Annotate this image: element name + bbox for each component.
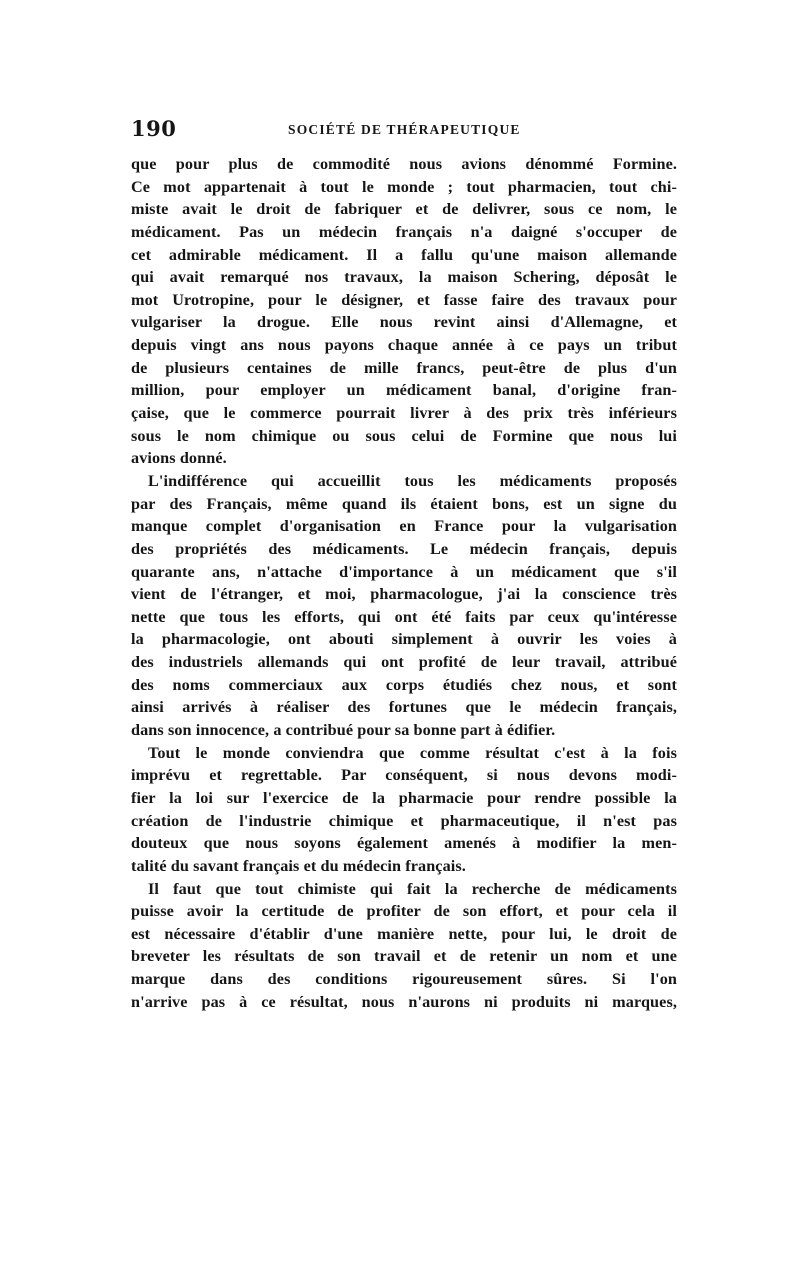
text-line: Tout le monde conviendra que comme résultat c'est à la fois [148, 743, 677, 762]
paragraph [131, 742, 677, 878]
text-line: cet admirable médicament. Il a fallu qu'une maison allemande [131, 245, 677, 264]
text-line: douteux que nous soyons également amenés à modifier la men- [131, 834, 677, 853]
text-line: sous le nom chimique ou sous celui de Formine que nous lui [131, 426, 677, 445]
text-line: talité du savant français et du médecin français. [131, 856, 466, 875]
text-line: breveter les résultats de son travail et de retenir un nom et une [131, 947, 677, 966]
text-line: mot Urotropine, pour le désigner, et fasse faire des travaux pour [131, 290, 677, 309]
text-line: depuis vingt ans nous payons chaque année à ce pays un tribut [131, 336, 677, 355]
text-line: manque complet d'organisation en France pour la vulgarisation [131, 517, 677, 536]
text-line: avions donné. [131, 449, 227, 468]
text-line: création de l'industrie chimique et pharmaceutique, il n'est pas [131, 811, 677, 830]
text-line: de plusieurs centaines de mille francs, peut-être de plus d'un [131, 358, 677, 377]
text-line: Ce mot appartenait à tout le monde ; tout pharmacien, tout chi- [131, 177, 677, 196]
page-header [128, 116, 678, 146]
paragraph [131, 878, 677, 1014]
text-line: des industriels allemands qui ont profité de leur travail, attribué [131, 653, 677, 672]
text-line: Il faut que tout chimiste qui fait la recherche de médicaments [148, 879, 677, 898]
text-line: çaise, que le commerce pourrait livrer à des prix très inférieurs [131, 404, 677, 423]
text-line: n'arrive pas à ce résultat, nous n'aurons ni produits ni marques, [131, 992, 677, 1011]
text-line: des noms commerciaux aux corps étudiés chez nous, et sont [131, 675, 677, 694]
text-line: quarante ans, n'attache d'importance à un médicament que s'il [131, 562, 677, 581]
text-line: ainsi arrivés à réaliser des fortunes que le médecin français, [131, 698, 677, 717]
text-line: million, pour employer un médicament banal, d'origine fran- [131, 381, 677, 400]
text-line: vient de l'étranger, et moi, pharmacologue, j'ai la conscience très [131, 585, 677, 604]
running-head: SOCIÉTÉ DE THÉRAPEUTIQUE [288, 122, 521, 137]
page-number: 190 [131, 116, 177, 141]
text-line: qui avait remarqué nos travaux, la maison Schering, déposât le [131, 268, 677, 287]
body-text [131, 153, 677, 1013]
text-line: nette que tous les efforts, qui ont été faits par ceux qu'intéresse [131, 607, 677, 626]
text-line: des propriétés des médicaments. Le médecin français, depuis [131, 539, 677, 558]
text-line: marque dans des conditions rigoureusement sûres. Si l'on [131, 970, 677, 989]
text-line: vulgariser la drogue. Elle nous revint ainsi d'Allemagne, et [131, 313, 677, 332]
text-line: puisse avoir la certitude de profiter de son effort, et pour cela il [131, 902, 677, 921]
text-line: L'indifférence qui accueillit tous les médicaments proposés [148, 471, 677, 490]
text-line: fier la loi sur l'exercice de la pharmacie pour rendre possible la [131, 788, 677, 807]
paragraph [131, 153, 677, 470]
text-line: dans son innocence, a contribué pour sa bonne part à édifier. [131, 721, 556, 740]
text-line: imprévu et regrettable. Par conséquent, si nous devons modi- [131, 766, 677, 785]
text-line: médicament. Pas un médecin français n'a daigné s'occuper de [131, 222, 677, 241]
text-line: par des Français, même quand ils étaient bons, est un signe du [131, 494, 677, 513]
text-line: la pharmacologie, ont abouti simplement à ouvrir les voies à [131, 630, 677, 649]
text-line: miste avait le droit de fabriquer et de delivrer, sous ce nom, le [131, 200, 677, 219]
text-line: est nécessaire d'établir d'une manière nette, pour lui, le droit de [131, 924, 677, 943]
paragraph [131, 470, 677, 742]
text-line: que pour plus de commodité nous avions dénommé Formine. [131, 155, 677, 173]
